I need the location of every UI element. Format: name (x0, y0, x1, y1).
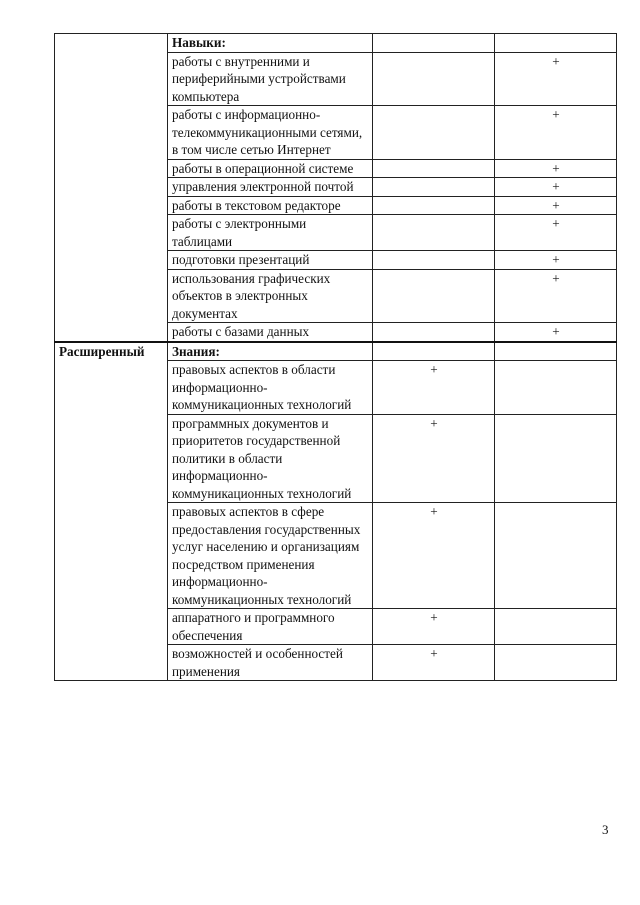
page-number: 3 (602, 822, 609, 837)
mark-cell-b (495, 342, 617, 361)
mark-cell-a (373, 342, 495, 361)
mark-cell-a (373, 34, 495, 53)
item-text-cell: подготовки презентаций (168, 251, 373, 270)
mark-cell-col-b: + (495, 106, 617, 160)
item-text-cell: работы с базами данных (168, 323, 373, 342)
group-header-row (55, 34, 617, 53)
item-text-cell: работы с внутренними и периферийными устройствами компьютера (168, 52, 373, 106)
item-text-cell: программных документов и приоритетов государственной политики в области информационно-коммуникационных технологий (168, 414, 373, 503)
group-header-cell: Знания: (168, 342, 373, 361)
mark-cell-col-b (495, 361, 617, 415)
mark-cell-col-b: + (495, 52, 617, 106)
mark-cell-col-a: + (373, 503, 495, 609)
mark-cell-col-b (495, 414, 617, 503)
group-header-cell: Навыки: (168, 34, 373, 53)
mark-cell-col-a (373, 52, 495, 106)
level-cell (55, 34, 168, 342)
item-text-cell: аппаратного и программного обеспечения (168, 609, 373, 645)
item-text-cell: работы с электронными таблицами (168, 215, 373, 251)
mark-cell-col-a (373, 251, 495, 270)
item-text-cell: работы с информационно-телекоммуникационными сетями, в том числе сетью Интернет (168, 106, 373, 160)
mark-cell-col-b: + (495, 178, 617, 197)
item-text-cell: работы в операционной системе (168, 159, 373, 178)
mark-cell-col-a (373, 159, 495, 178)
mark-cell-col-b: + (495, 269, 617, 323)
competency-table-body (55, 34, 617, 681)
mark-cell-col-b: + (495, 196, 617, 215)
group-header-row (55, 342, 617, 361)
item-text-cell: правовых аспектов в области информационно-коммуникационных технологий (168, 361, 373, 415)
item-text-cell: возможностей и особенностей применения (168, 645, 373, 681)
mark-cell-col-a: + (373, 609, 495, 645)
level-cell: Расширенный (55, 342, 168, 681)
item-text-cell: работы в текстовом редакторе (168, 196, 373, 215)
mark-cell-col-a: + (373, 645, 495, 681)
mark-cell-col-b: + (495, 323, 617, 342)
mark-cell-b (495, 34, 617, 53)
item-text-cell: использования графических объектов в электронных документах (168, 269, 373, 323)
mark-cell-col-a (373, 269, 495, 323)
mark-cell-col-a (373, 215, 495, 251)
mark-cell-col-a (373, 196, 495, 215)
mark-cell-col-b (495, 609, 617, 645)
item-text-cell: правовых аспектов в сфере предоставления государственных услуг населению и организациям посредством применения информационно-коммуникационных технологий (168, 503, 373, 609)
mark-cell-col-a (373, 106, 495, 160)
mark-cell-col-a: + (373, 414, 495, 503)
competency-table (54, 33, 617, 681)
mark-cell-col-b: + (495, 215, 617, 251)
item-text-cell: управления электронной почтой (168, 178, 373, 197)
mark-cell-col-a (373, 323, 495, 342)
mark-cell-col-b (495, 645, 617, 681)
mark-cell-col-a (373, 178, 495, 197)
mark-cell-col-b: + (495, 159, 617, 178)
mark-cell-col-a: + (373, 361, 495, 415)
mark-cell-col-b (495, 503, 617, 609)
mark-cell-col-b: + (495, 251, 617, 270)
